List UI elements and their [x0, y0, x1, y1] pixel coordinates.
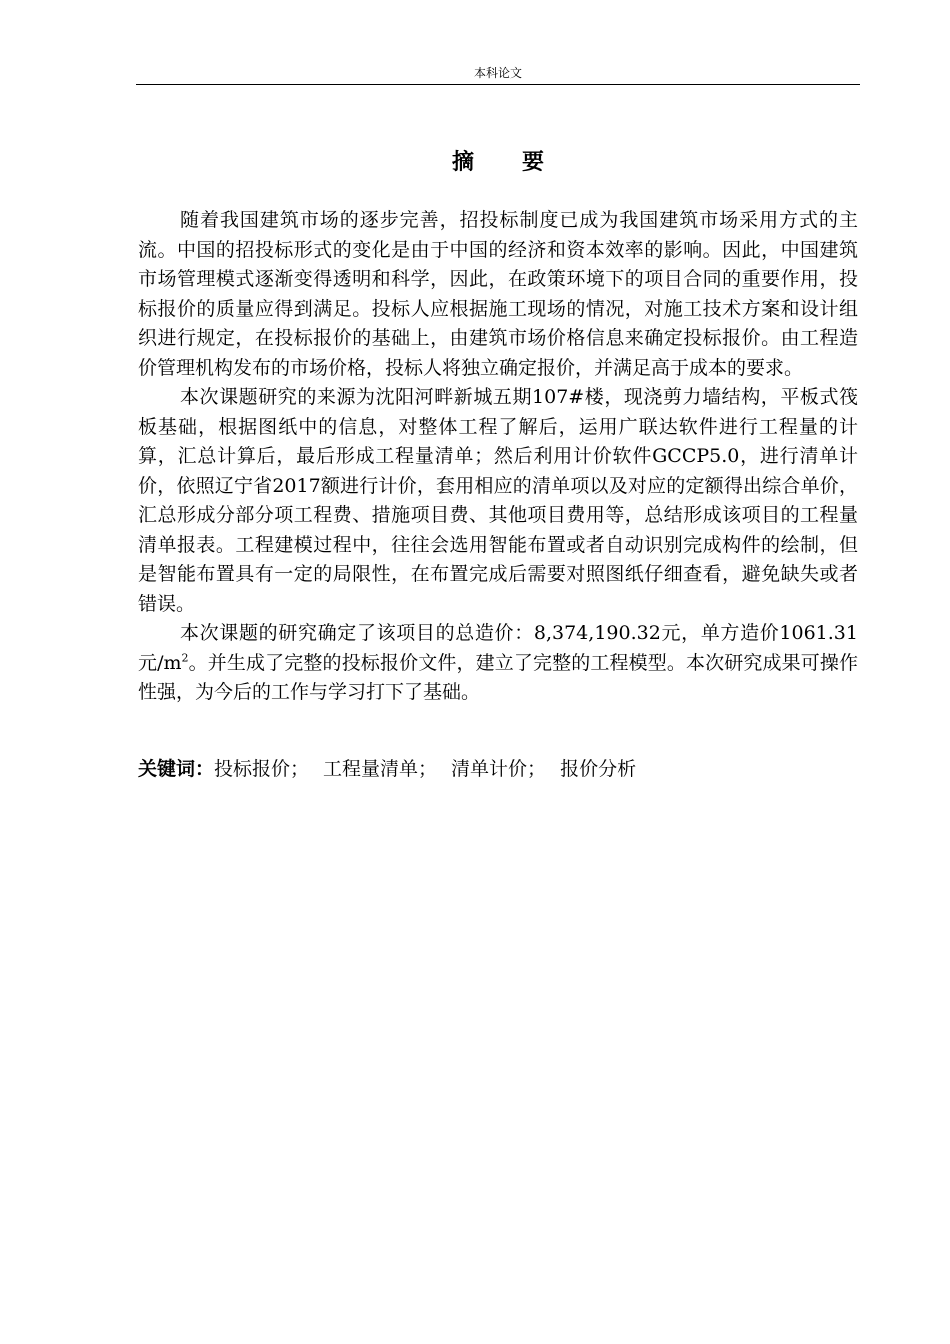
abstract-paragraph-3 [138, 619, 858, 708]
paragraph-3-text-after: 。并生成了完整的投标报价文件，建立了完整的工程模型。本次研究成果可操作性强，为今后的工作与学习打下了基础。 [138, 651, 858, 703]
keyword-item: 投标报价； [214, 758, 310, 780]
keyword-item: 清单计价； [451, 758, 547, 780]
abstract-body [138, 206, 858, 708]
keywords-label: 关键词： [138, 758, 215, 780]
abstract-title [136, 148, 860, 178]
abstract-title-part2: 要 [522, 150, 545, 175]
running-header [136, 64, 860, 85]
abstract-title-part1: 摘 [451, 150, 474, 175]
keyword-item: 报价分析 [560, 758, 637, 780]
keywords-line [138, 755, 858, 784]
abstract-paragraph-2: 本次课题研究的来源为沈阳河畔新城五期107#楼，现浇剪力墙结构，平板式筏板基础，根据图纸中的信息，对整体工程了解后，运用广联达软件进行工程量的计算，汇总计算后，最后形成工程量清单；然后利用计价软件GCCP5.0，进行清单计价，依照辽宁省2017额进行计价，套用相应的清单项以及对应的定额得出综合单价，汇总形成分部分项工程费、措施项目费、其他项目费用等，总结形成该项目的工程量清单报表。工程建模过程中，往往会选用智能布置或者自动识别完成构件的绘制，但是智能布置具有一定的局限性，在布置完成后需要对照图纸仔细查看，避免缺失或者错误。 [138, 386, 858, 615]
paragraph-3-text-before: 本次课题的研究确定了该项目的总造价：8,374,190.32元，单方造价1061.31元/m [138, 622, 858, 674]
unit-superscript: 2 [181, 651, 189, 665]
keyword-item: 工程量清单； [323, 758, 438, 780]
abstract-paragraph-1: 随着我国建筑市场的逐步完善，招投标制度已成为我国建筑市场采用方式的主流。中国的招投标形式的变化是由于中国的经济和资本效率的影响。因此，中国建筑市场管理模式逐渐变得透明和科学，因此，在政策环境下的项目合同的重要作用，投标报价的质量应得到满足。投标人应根据施工现场的情况，对施工技术方案和设计组织进行规定，在投标报价的基础上，由建筑市场价格信息来确定投标报价。由工程造价管理机构发布的市场价格，投标人将独立确定报价，并满足高于成本的要求。 [138, 209, 858, 379]
running-header-title: 本科论文 [473, 66, 522, 80]
